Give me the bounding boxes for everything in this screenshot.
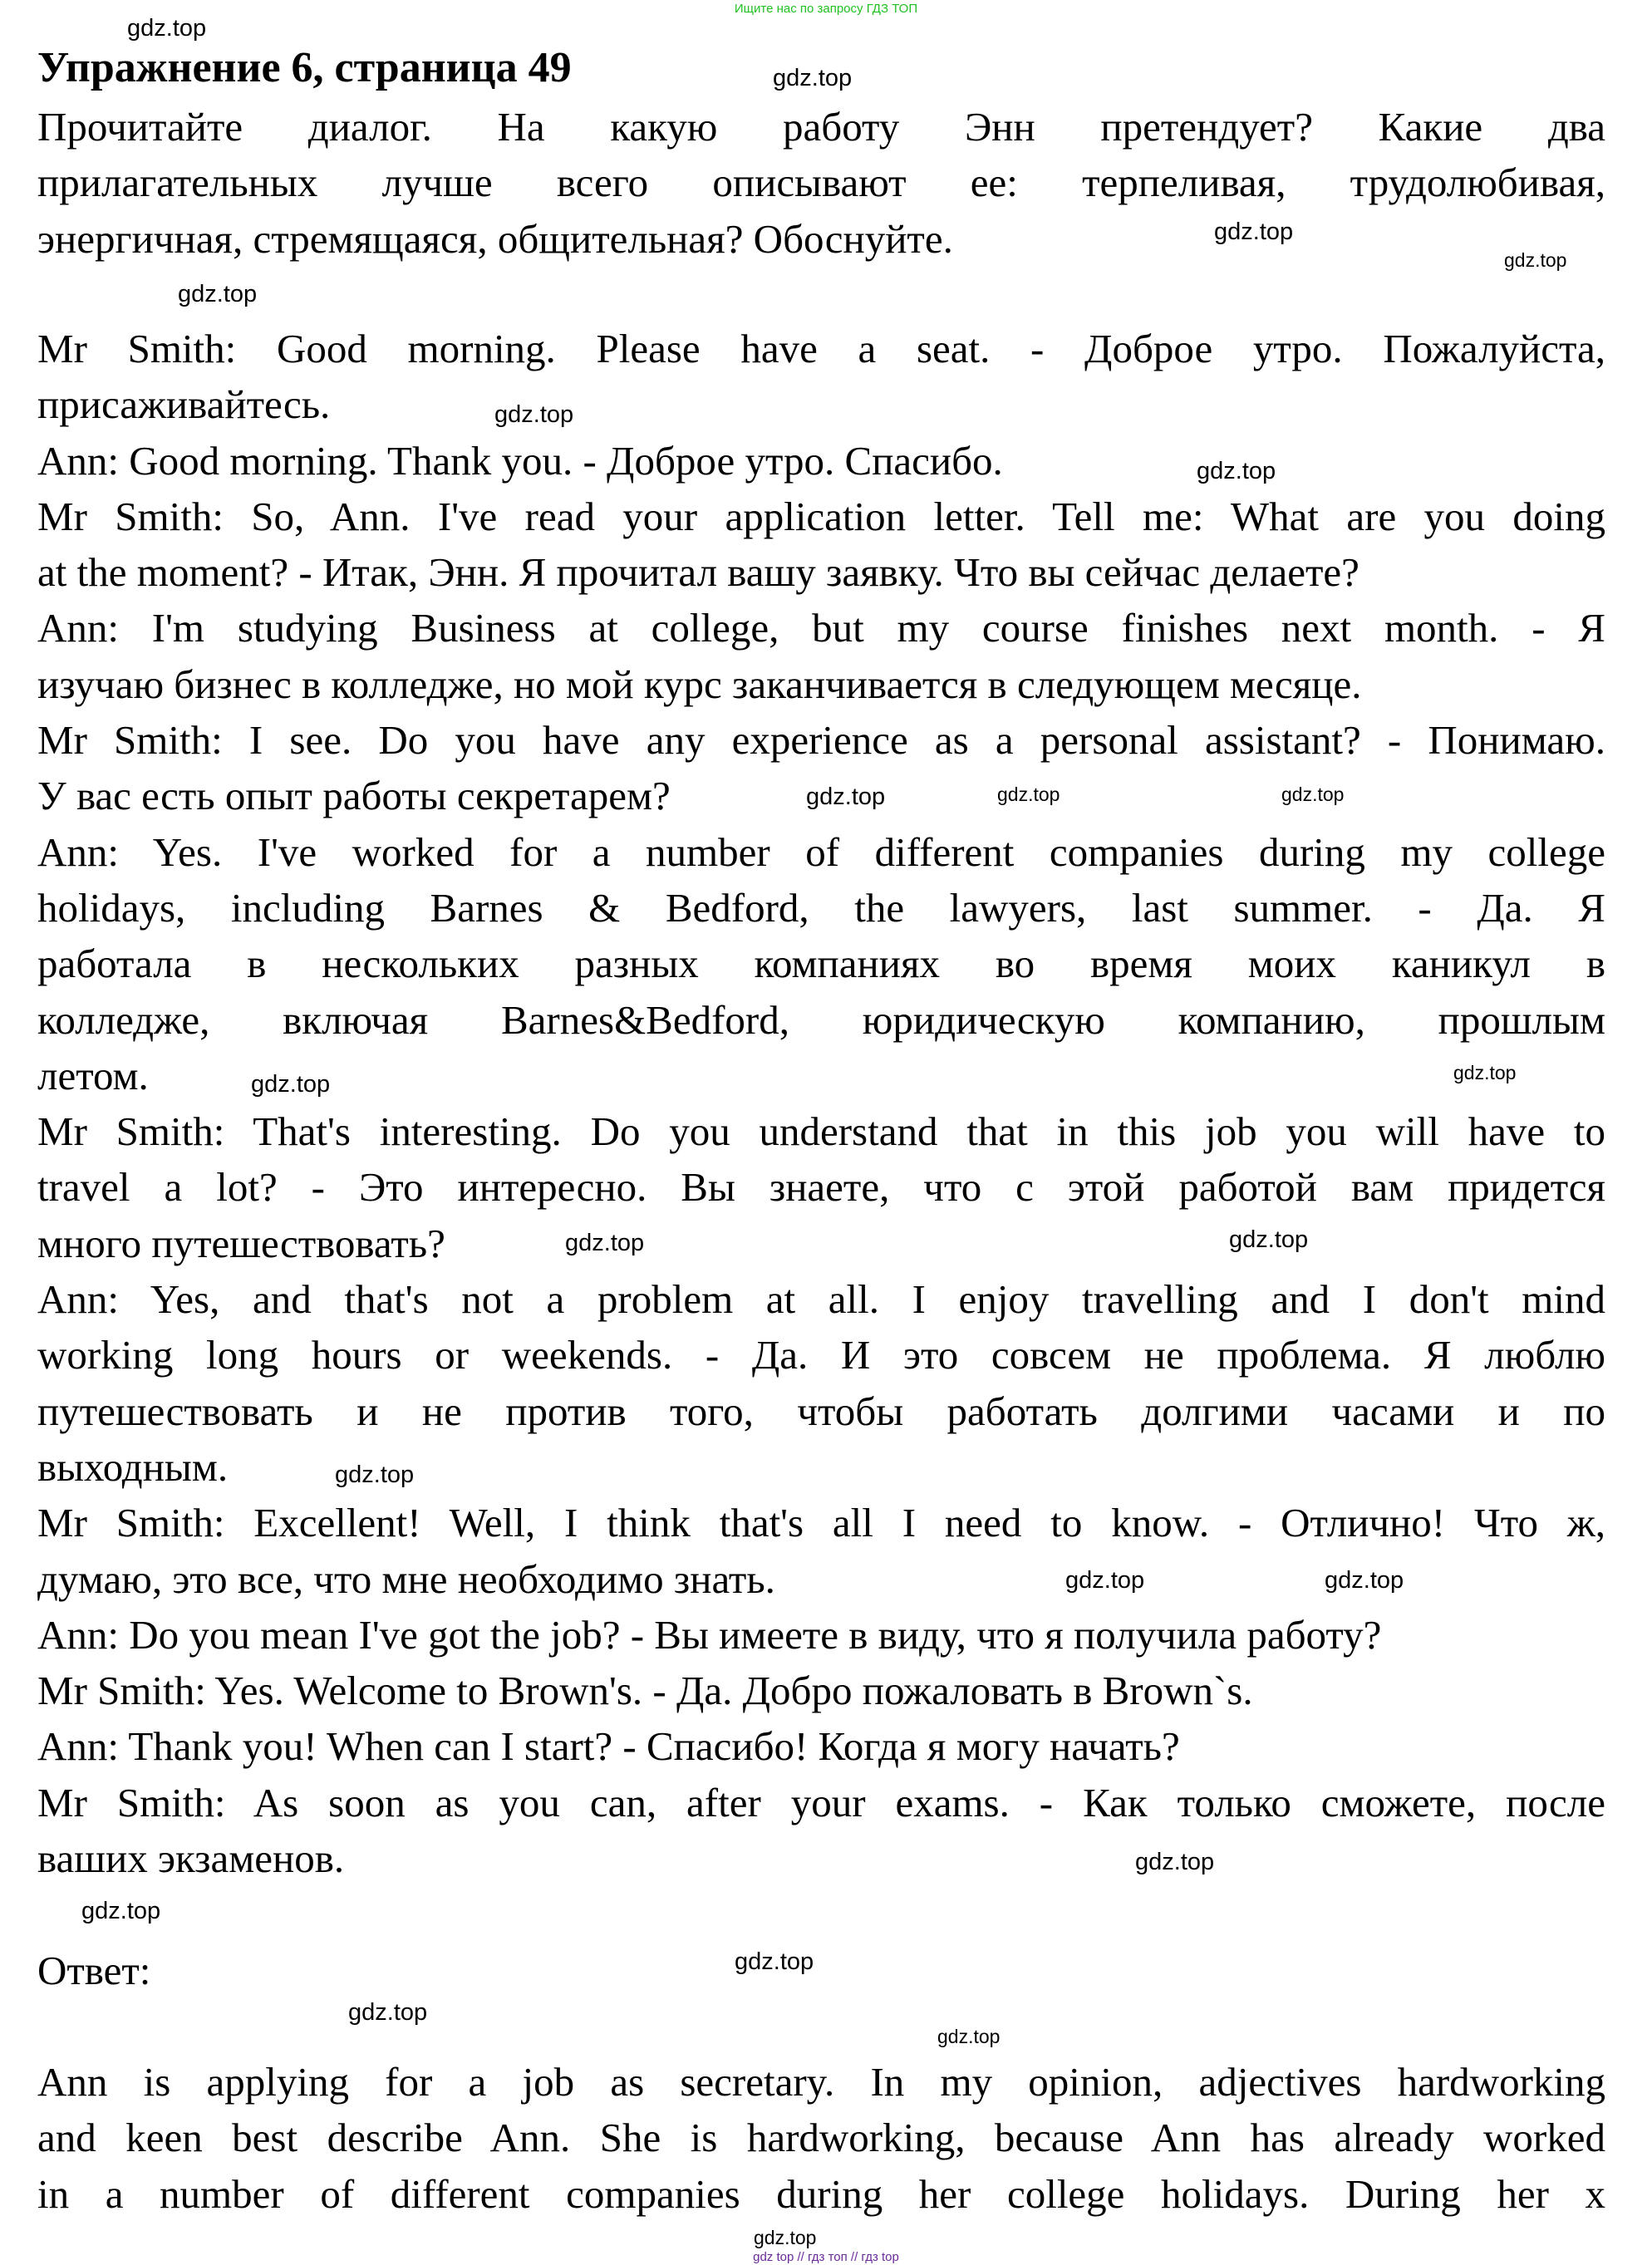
watermark: gdz.top [754, 2227, 817, 2248]
text-line: У вас есть опыт работы секретарем? [37, 773, 671, 819]
text-line: Mr Smith: I see. Do you have any experience as a personal assistant? - Понимаю. [37, 717, 1605, 764]
text-line: in a number of different companies during her college holidays. During her x [37, 2170, 1605, 2217]
text-line: Mr Smith: That's interesting. Do you understand that in this job you will have to [37, 1108, 1605, 1155]
text-line: holidays, including Barnes & Bedford, the lawyers, last summer. - Да. Я [37, 884, 1605, 931]
text-line: travel a lot? - Это интересно. Вы знаете, что с этой работой вам придется [37, 1164, 1605, 1211]
text-line: and keen best describe Ann. She is hardworking, because Ann has already worked [37, 2115, 1605, 2161]
text-line: много путешествовать? [37, 1220, 445, 1266]
watermark: gdz.top [937, 2026, 1001, 2047]
answer-text [37, 2054, 1605, 2222]
watermark: gdz.top [1281, 784, 1345, 805]
text-line: путешествовать и не против того, чтобы работать долгими часами и по [37, 1388, 1605, 1434]
text-line: Mr Smith: As soon as you can, after your exams. - Как только сможете, после [37, 1779, 1605, 1825]
text-line: Ann: Thank you! When can I start? - Спасибо! Когда я могу начать? [37, 1723, 1180, 1770]
paragraph [37, 1775, 1605, 1887]
watermark: gdz.top [127, 15, 207, 42]
watermark: gdz.top [735, 1948, 814, 1975]
text-line: прилагательных лучше всего описывают ее: терпеливая, трудолюбивая, [37, 160, 1605, 206]
watermark: gdz.top [806, 784, 886, 810]
text-line: Ann: I'm studying Business at college, but my course finishes next month. - Я [37, 605, 1605, 651]
watermark: gdz.top [348, 1999, 428, 2026]
task-text [37, 99, 1605, 267]
paragraph [37, 1271, 1605, 1495]
paragraph [37, 824, 1605, 1103]
watermark: gdz.top [1214, 219, 1294, 245]
page-title: Упражнение 6, страница 49 [37, 44, 572, 91]
text-line: at the moment? - Итак, Энн. Я прочитал вашу заявку. Что вы сейчас делаете? [37, 549, 1359, 596]
text-line: энергичная, стремящаяся, общительная? Обоснуйте. [37, 215, 953, 262]
watermark: gdz.top [1197, 458, 1276, 484]
text-line: Ann: Do you mean I've got the job? - Вы имеете в виду, что я получила работу? [37, 1611, 1382, 1658]
text-line: Ann: Yes, and that's not a problem at all. I enjoy travelling and I don't mind [37, 1276, 1605, 1323]
watermark: gdz.top [773, 65, 853, 91]
watermark: gdz.top [81, 1898, 161, 1924]
text-line: летом. [37, 1052, 149, 1098]
text-line: Ann is applying for a job as secretary. In my opinion, adjectives hardworking [37, 2059, 1605, 2105]
text-line: Mr Smith: Yes. Welcome to Brown's. - Да. Добро пожаловать в Brown`s. [37, 1668, 1253, 1714]
watermark: gdz.top [178, 281, 258, 307]
watermark: gdz.top [565, 1230, 645, 1256]
dialog-text [37, 321, 1605, 1886]
paragraph [37, 433, 1605, 489]
text-line: Mr Smith: So, Ann. I've read your application letter. Tell me: What are you doing [37, 493, 1605, 539]
text-line: Ann: Good morning. Thank you. - Доброе утро. Спасибо. [37, 437, 1003, 484]
text-line: Ann: Yes. I've worked for a number of different companies during my college [37, 828, 1605, 875]
paragraph [37, 2054, 1605, 2222]
text-line: изучаю бизнес в колледже, но мой курс заканчивается в следующем месяце. [37, 661, 1362, 707]
paragraph [37, 489, 1605, 601]
search-banner[interactable]: Ищите нас по запросу ГДЗ ТОП [734, 2, 918, 16]
paragraph [37, 321, 1605, 433]
text-line: работала в нескольких разных компаниях во время моих каникул в [37, 941, 1605, 987]
watermark: gdz.top [1504, 249, 1567, 271]
watermark: gdz.top [335, 1462, 415, 1488]
watermark: gdz.top [1229, 1226, 1309, 1253]
text-line: Прочитайте диалог. На какую работу Энн претендует? Какие два [37, 104, 1605, 150]
text-line: выходным. [37, 1443, 229, 1490]
watermark: gdz.top [494, 401, 574, 428]
paragraph [37, 99, 1605, 267]
answer-label: Ответ: [37, 1948, 151, 1993]
text-line: Mr Smith: Good morning. Please have a seat. - Доброе утро. Пожалуйста, [37, 326, 1605, 371]
text-line: Mr Smith: Excellent! Well, I think that's all I need to know. - Отлично! Что ж, [37, 1500, 1605, 1546]
text-line: присаживайтесь. [37, 381, 331, 428]
watermark: gdz.top [1065, 1567, 1145, 1594]
text-line: ваших экзаменов. [37, 1835, 345, 1882]
text-line: working long hours or weekends. - Да. И это совсем не проблема. Я люблю [37, 1332, 1605, 1378]
paragraph [37, 1663, 1605, 1718]
paragraph [37, 600, 1605, 712]
paragraph [37, 1607, 1605, 1663]
footer-links[interactable]: gdz top // гдз топ // гдз top [753, 2250, 899, 2264]
paragraph [37, 1718, 1605, 1774]
text-line: думаю, это все, что мне необходимо знать. [37, 1555, 775, 1602]
watermark: gdz.top [1325, 1567, 1404, 1594]
watermark: gdz.top [997, 784, 1060, 805]
text-line: колледже, включая Barnes&Bedford, юридическую компанию, прошлым [37, 996, 1605, 1043]
watermark: gdz.top [1453, 1062, 1517, 1083]
watermark: gdz.top [1135, 1849, 1215, 1875]
paragraph [37, 1103, 1605, 1271]
watermark: gdz.top [251, 1071, 331, 1098]
